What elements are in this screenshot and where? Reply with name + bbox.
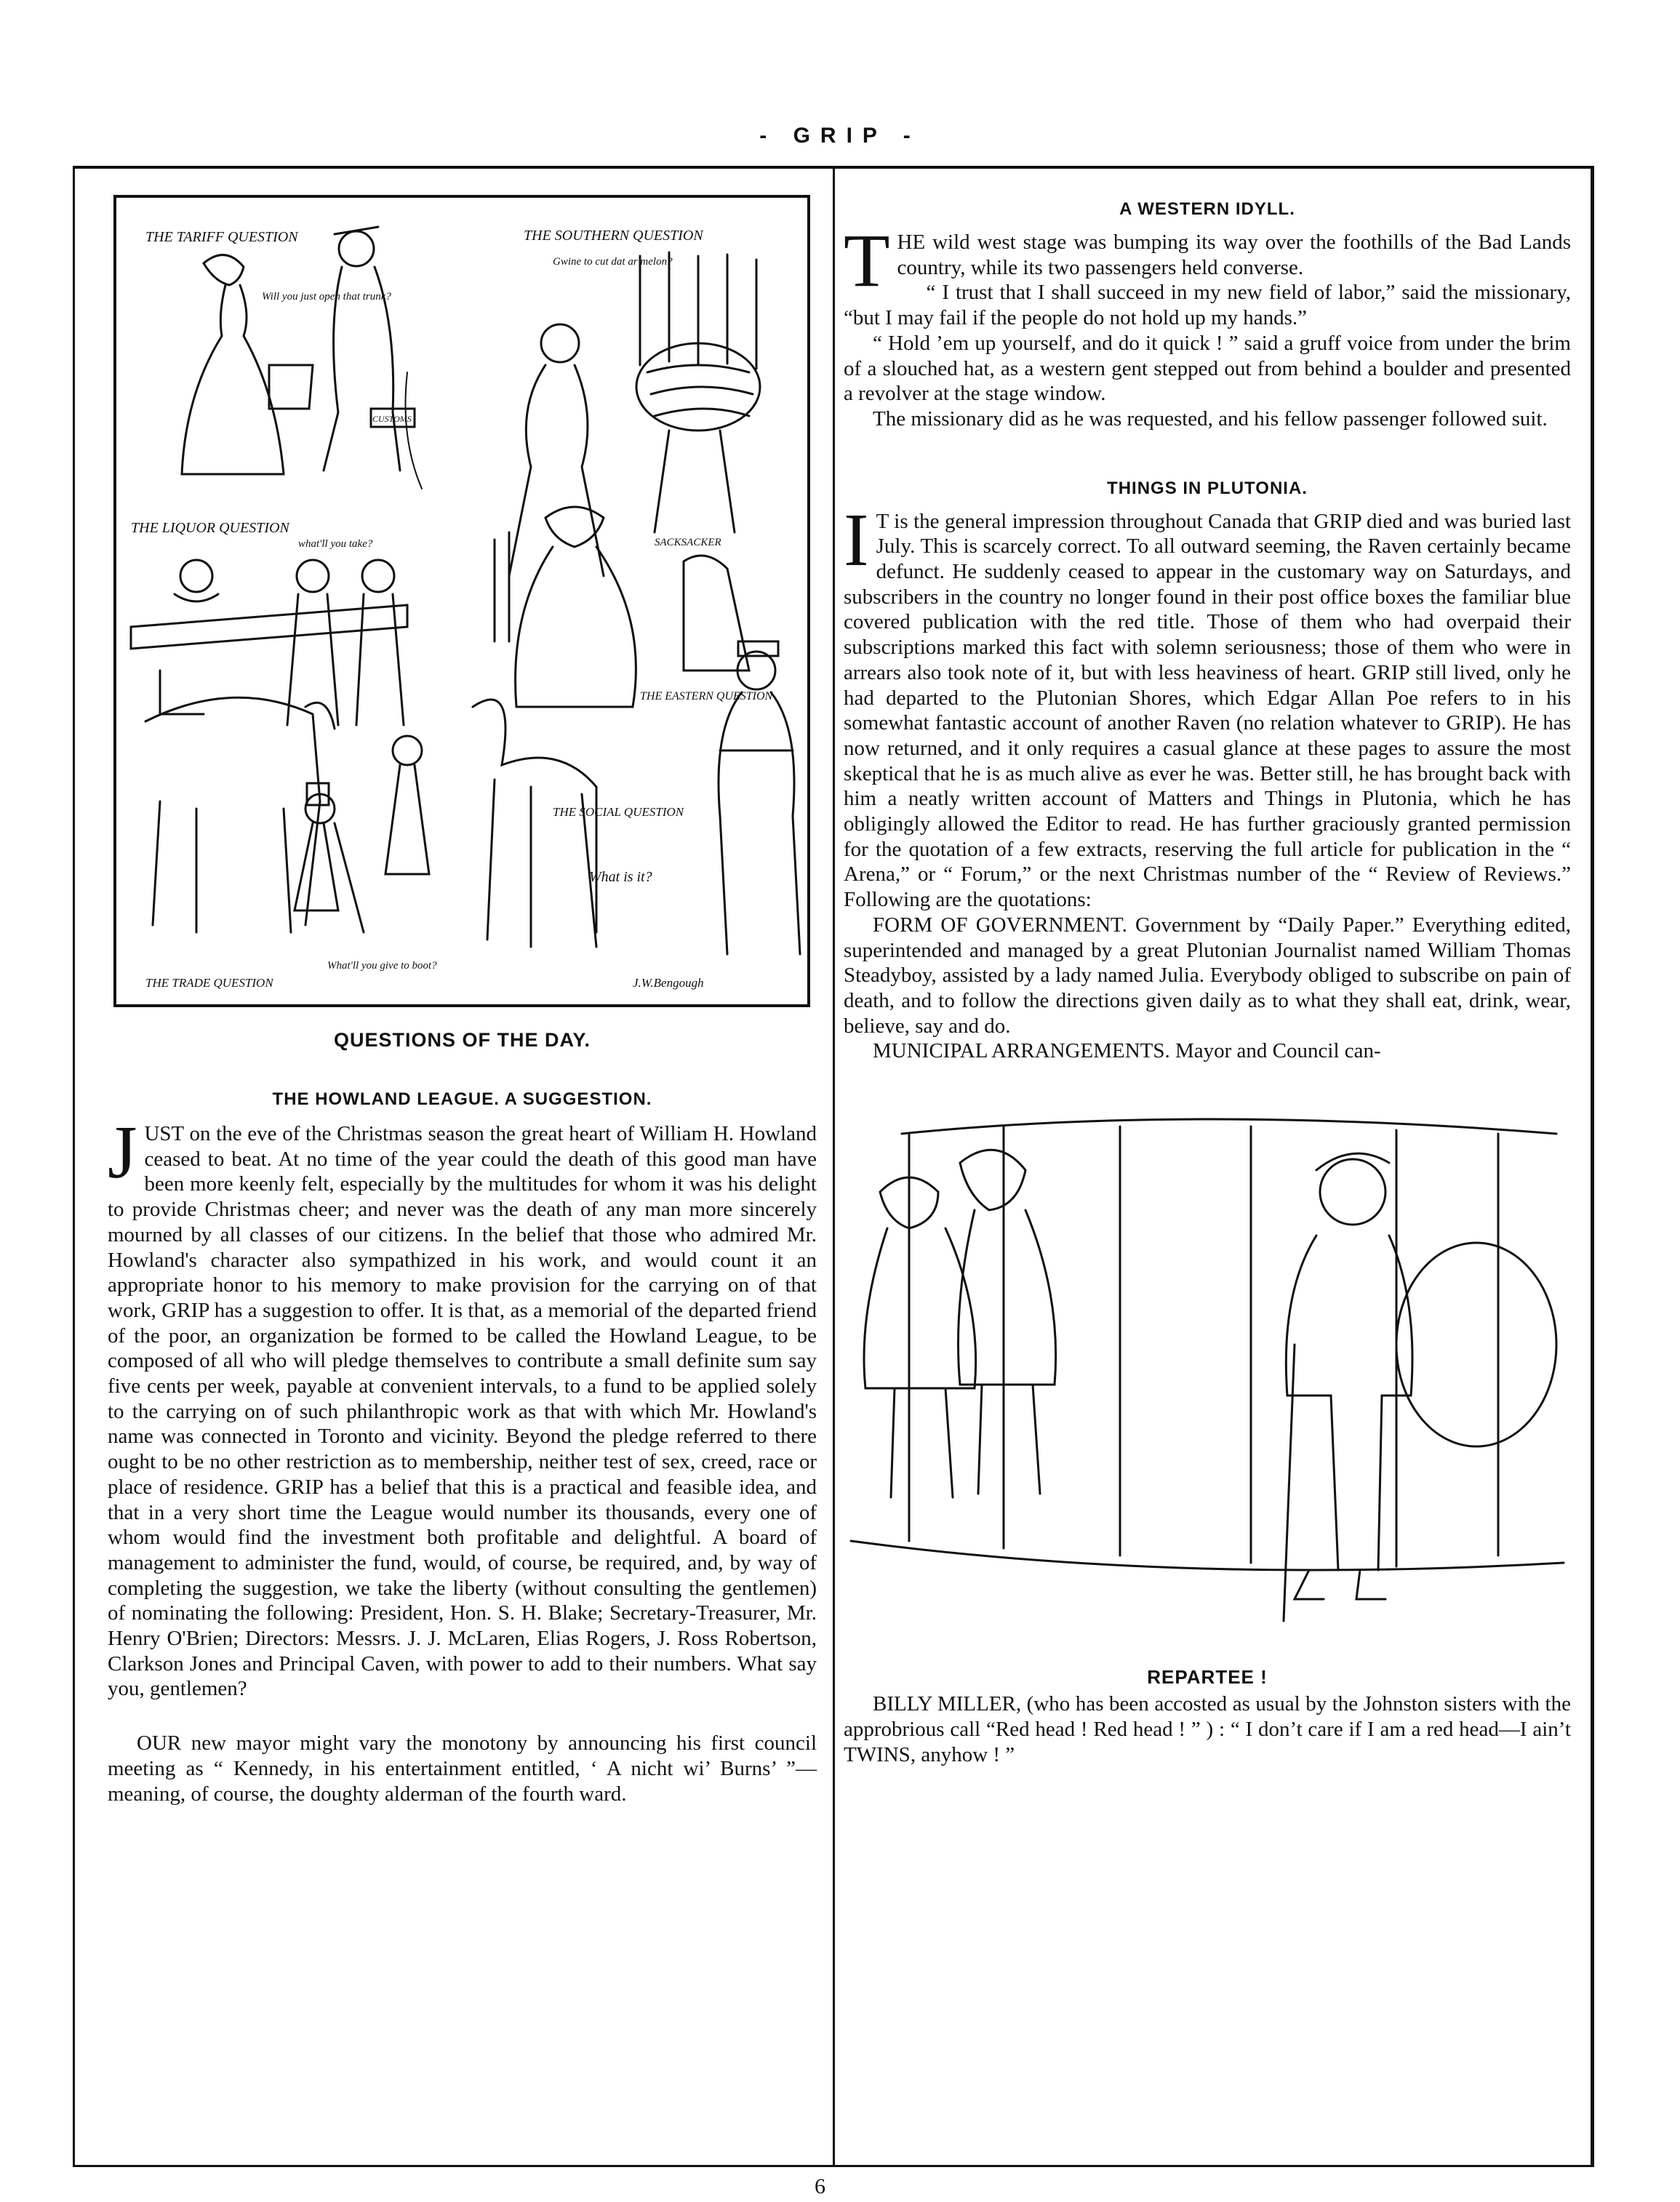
label-customs: CUSTOMS — [372, 414, 412, 424]
repartee-text — [844, 1691, 1571, 1767]
plutonia-p1: T is the general impression throughout Canada that GRIP died and was buried last July. This is scarcely correct. To all outward seeming, the Raven certainly became defunct. He suddenly ceased to appear in the customary way on Saturdays, and subscribers in the country no longer found in their post office boxes the familiar blue covered publication with the red title. Those of them who had overpaid their subscriptions marked this fact with solemn seriousness; those of them who were in arrears also took note of it, but with less heaviness of heart. GRIP still lived, only he had departed to the Plutonian Shores, which Edgar Allan Poe refers to in his somewhat fantastic account of another Raven (no relation whatever to GRIP). He has now returned, and it only requires a casual glance at these pages to assure the most skeptical that he is as much alive as ever he was. Better still, he has brought back with him a neatly written account of Matters and Things in Plutonia, which he has obligingly allowed the Editor to read. He has further graciously granted permission for the quotation of a few extracts, reserving the full article for publication in the “ Arena,” or “ Forum,” or the next Christmas number of the “ Review of Reviews.” Following are the quotations: — [844, 509, 1571, 912]
label-trade: THE TRADE QUESTION — [145, 976, 273, 990]
repartee-caption: REPARTEE ! — [1147, 1666, 1268, 1689]
plutonia-p3-label: MUNICIPAL ARRANGEMENTS. — [873, 1039, 1170, 1063]
repartee-illustration — [844, 1105, 1571, 1657]
idyll-dropcap: T — [844, 219, 890, 303]
idyll-heading: A WESTERN IDYLL. — [1119, 199, 1295, 219]
howland-heading: THE HOWLAND LEAGUE. A SUGGESTION. — [272, 1089, 652, 1109]
repartee-drawing — [844, 1105, 1571, 1657]
plutonia-p2-label: FORM OF GOVERNMENT. — [873, 913, 1127, 937]
label-tariff-speech: Will you just open that trunk? — [262, 291, 391, 303]
plutonia-p2: Government by “Daily Paper.” Everything edited, superintended and managed by a great Plutonian Journalist named William Thomas Steadyboy, assisted by a lady named Julia. Everybody obliged to subscribe on pain of death, and to follow the directions given daily as to what they shall eat, drink, wear, believe, say and do. — [844, 913, 1571, 1038]
questions-cartoon — [113, 195, 810, 1007]
label-southern: THE SOUTHERN QUESTION — [524, 228, 703, 244]
plutonia-article — [844, 497, 1571, 1064]
repartee-twins: TWINS, — [844, 1742, 916, 1766]
cartoon-caption: QUESTIONS OF THE DAY. — [333, 1029, 591, 1051]
cartoon-drawing — [116, 198, 807, 1004]
label-liquor-speech: what'll you take? — [298, 538, 373, 550]
label-trade-speech: What'll you give to boot? — [327, 960, 437, 972]
howland-paragraph: UST on the eve of the Christmas season the great heart of William H. Howland ceased to beat. At no time of the year could the death of this good man have been more keenly felt, especially by the multitudes for whom it was his delight to provide Christmas cheer; and never was the death of any man more sincerely mourned by all classes of our citizens. In the belief that those who admired Mr. Howland's character also sympathized in his work, and would count it an appropriate honor to his memory to make provision for the carrying on of that work, GRIP has a suggestion to offer. It is that, as a memorial of the departed friend of the poor, an organization be formed to be called the Howland League, to be composed of all who will pledge themselves to contribute a small definite sum say five cents per week, payable at convenient intervals, to a fund to be applied solely to the carrying on of such philanthropic work as that with which Mr. Howland's name was connected in Toronto and vicinity. Beyond the pledge referred to there ought to be no other restriction as to membership, neither test of sex, creed, race or place of residence. GRIP has a belief that this is a practical and feasible idea, and that in a very short time the League would number its thousands, every one of whom would find the investment both profitable and delightful. A board of management to administer the fund, would, of course, be required, and, by way of completing the suggestion, we take the liberty (without consulting the gentlemen) of nominating the following: President, Hon. S. H. Blake; Secretary-Treasurer, Mr. Henry O'Brien; Directors: Messrs. J. J. McLaren, Elias Rogers, J. Ross Robertson, Clarkson Jones and Principal Caven, with power to add to their numbers. What say you, gentlemen? — [108, 1122, 817, 1701]
label-social-speech: What is it? — [589, 869, 652, 885]
page-number: 6 — [815, 2174, 825, 2198]
repartee-end: anyhow ! ” — [916, 1742, 1015, 1766]
label-social: THE SOCIAL QUESTION — [553, 805, 684, 819]
idyll-p3: “ Hold ’em up yourself, and do it quick ! ” said a gruff voice from under the brim of a slouched hat, as a western gent stepped out from behind a boulder and presented a revolver at the stage window. — [844, 331, 1571, 406]
label-liquor: THE LIQUOR QUESTION — [131, 520, 289, 536]
plutonia-dropcap: I — [844, 497, 869, 582]
idyll-p2: “ I trust that I shall succeed in my new field of labor,” said the missionary, “but I may fail if the people do not hold up my hands.” — [844, 281, 1571, 330]
idyll-p4: The missionary did as he was requested, and his fellow passenger followed suit. — [873, 407, 1548, 431]
idyll-article — [844, 219, 1571, 432]
left-column — [108, 195, 817, 1806]
plutonia-p3: Mayor and Council can- — [1169, 1039, 1381, 1063]
howland-dropcap: J — [108, 1110, 137, 1194]
howland-article — [108, 1110, 817, 1702]
plutonia-heading: THINGS IN PLUTONIA. — [1107, 478, 1308, 498]
column-divider — [833, 167, 835, 2166]
repartee-name: BILLY MILLER, — [873, 1692, 1022, 1716]
label-eastern: THE EASTERN QUESTION — [640, 690, 773, 702]
label-southern-speech: Gwine to cut dat ar melon? — [553, 256, 673, 268]
idyll-p1: HE wild west stage was bumping its way over the foothills of the Bad Lands country, while its two passengers held converse. — [897, 231, 1571, 279]
cartoon-signature: J.W.Bengough — [633, 976, 704, 990]
mayor-text: new mayor might vary the monotony by announcing his first council meeting as “ Kennedy, in his entertainment entitled, ‘ A nicht wi’ Burns’ ”—meaning, of course, the doughty alderman of the fourth ward. — [108, 1731, 817, 1806]
masthead: - GRIP - — [759, 124, 921, 148]
label-tariff: THE TARIFF QUESTION — [145, 229, 298, 245]
mayor-lead: OUR — [137, 1731, 182, 1755]
mayor-note — [108, 1731, 817, 1806]
repartee-body: (who has been accosted as usual by the Johnston sisters with the approbrious call “Red head ! Red head ! ” ) : “ I don’t care if I am a red head—I ain’t — [844, 1692, 1571, 1741]
label-sacksacker: SACKSACKER — [655, 537, 721, 548]
right-column — [844, 195, 1571, 1767]
